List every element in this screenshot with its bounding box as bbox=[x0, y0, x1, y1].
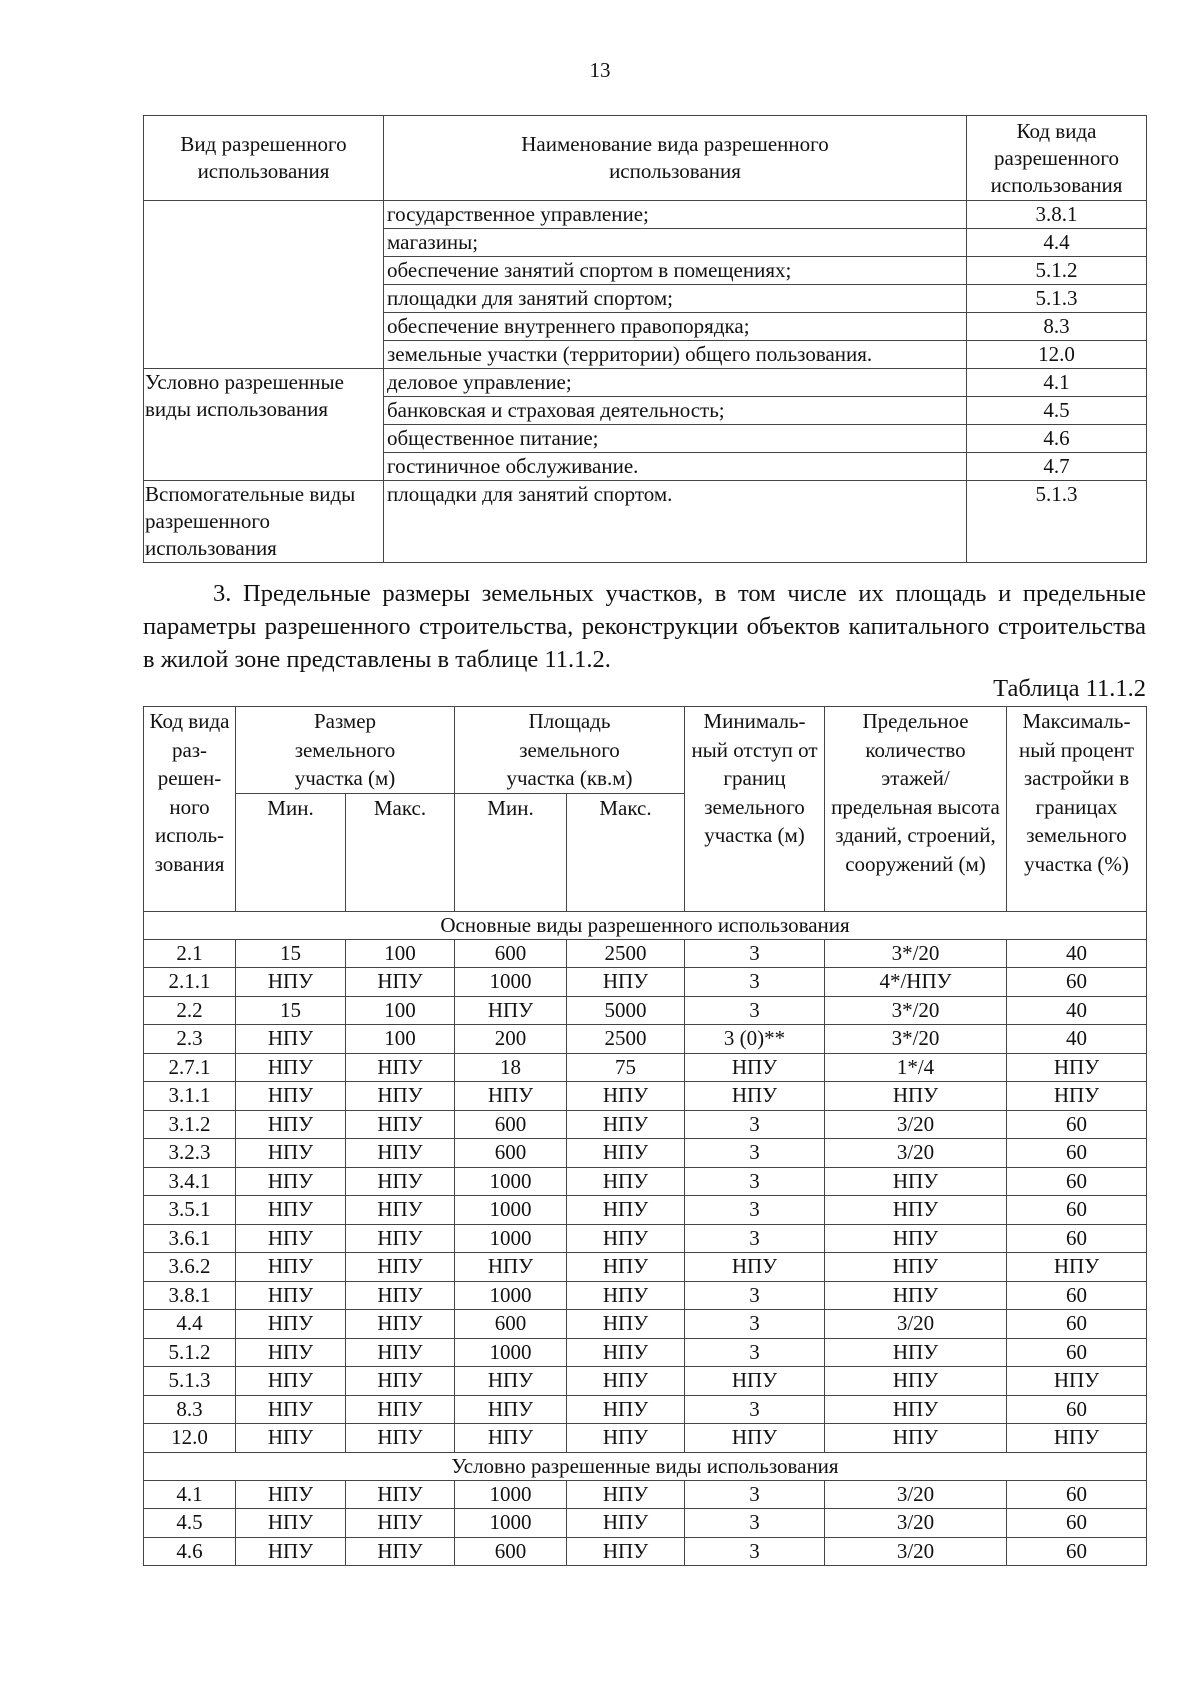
cell-coverage: 60 bbox=[1007, 1281, 1147, 1310]
cell-floors: 1*/4 bbox=[825, 1053, 1007, 1082]
table-row bbox=[144, 1025, 1147, 1054]
cell-size-min: НПУ bbox=[236, 1110, 346, 1139]
cell-size-min: НПУ bbox=[236, 1082, 346, 1111]
cell-area-min: 18 bbox=[455, 1053, 567, 1082]
cell-area-min: 1000 bbox=[455, 1167, 567, 1196]
use-group-label bbox=[144, 201, 384, 369]
table-row bbox=[144, 481, 1147, 563]
use-code: 5.1.3 bbox=[967, 481, 1147, 563]
use-name: обеспечение занятий спортом в помещениях; bbox=[384, 257, 967, 285]
header-size-min: Мин. bbox=[236, 793, 346, 911]
cell-area-max: НПУ bbox=[567, 1310, 685, 1339]
header-use-name: Наименование вида разрешенного использования bbox=[384, 116, 967, 201]
use-name: обеспечение внутреннего правопорядка; bbox=[384, 313, 967, 341]
cell-area-max: НПУ bbox=[567, 1395, 685, 1424]
cell-area-max: НПУ bbox=[567, 1082, 685, 1111]
cell-setback: 3 bbox=[685, 1110, 825, 1139]
cell-floors: НПУ bbox=[825, 1253, 1007, 1282]
cell-code: 3.1.2 bbox=[144, 1110, 236, 1139]
cell-area-min: 1000 bbox=[455, 1196, 567, 1225]
cell-code: 8.3 bbox=[144, 1395, 236, 1424]
cell-size-max: НПУ bbox=[346, 1196, 455, 1225]
use-group-label: Вспомогательные виды разрешенного использования bbox=[144, 481, 384, 563]
cell-area-max: НПУ bbox=[567, 1196, 685, 1225]
table-row bbox=[144, 968, 1147, 997]
cell-setback: НПУ bbox=[685, 1053, 825, 1082]
use-code: 8.3 bbox=[967, 313, 1147, 341]
cell-size-min: 15 bbox=[236, 996, 346, 1025]
cell-setback: 3 bbox=[685, 968, 825, 997]
cell-size-max: 100 bbox=[346, 939, 455, 968]
use-code: 4.7 bbox=[967, 453, 1147, 481]
header-max-coverage: Максималь-ный процент застройки в границах земельного участка (%) bbox=[1007, 707, 1147, 912]
cell-coverage: 40 bbox=[1007, 1025, 1147, 1054]
section-row bbox=[144, 911, 1147, 939]
cell-size-max: НПУ bbox=[346, 1253, 455, 1282]
header-code: Код вида раз-решен-ного исполь-зования bbox=[144, 707, 236, 912]
cell-floors: НПУ bbox=[825, 1424, 1007, 1453]
cell-coverage: 60 bbox=[1007, 1338, 1147, 1367]
cell-setback: 3 bbox=[685, 1310, 825, 1339]
cell-setback: НПУ bbox=[685, 1424, 825, 1453]
cell-floors: 4*/НПУ bbox=[825, 968, 1007, 997]
cell-floors: 3/20 bbox=[825, 1110, 1007, 1139]
header-use-code: Код вида разрешенного использования bbox=[967, 116, 1147, 201]
cell-area-max: 75 bbox=[567, 1053, 685, 1082]
cell-coverage: 60 bbox=[1007, 1139, 1147, 1168]
use-name: магазины; bbox=[384, 229, 967, 257]
header-area-min: Мин. bbox=[455, 793, 567, 911]
cell-code: 3.6.2 bbox=[144, 1253, 236, 1282]
cell-size-min: НПУ bbox=[236, 1509, 346, 1538]
cell-code: 3.4.1 bbox=[144, 1167, 236, 1196]
use-code: 3.8.1 bbox=[967, 201, 1147, 229]
cell-floors: 3*/20 bbox=[825, 996, 1007, 1025]
section-row bbox=[144, 1452, 1147, 1480]
cell-setback: 3 bbox=[685, 1224, 825, 1253]
cell-code: 3.2.3 bbox=[144, 1139, 236, 1168]
cell-size-min: 15 bbox=[236, 939, 346, 968]
cell-setback: 3 bbox=[685, 1537, 825, 1566]
cell-setback: 3 bbox=[685, 1509, 825, 1538]
use-code: 4.4 bbox=[967, 229, 1147, 257]
table-row bbox=[144, 1395, 1147, 1424]
use-name: банковская и страховая деятельность; bbox=[384, 397, 967, 425]
header-use-type: Вид разрешенного использования bbox=[144, 116, 384, 201]
cell-setback: 3 bbox=[685, 996, 825, 1025]
use-code: 4.6 bbox=[967, 425, 1147, 453]
use-code: 12.0 bbox=[967, 341, 1147, 369]
cell-setback: 3 bbox=[685, 1139, 825, 1168]
cell-size-max: НПУ bbox=[346, 1224, 455, 1253]
table-row bbox=[144, 1338, 1147, 1367]
cell-size-min: НПУ bbox=[236, 1395, 346, 1424]
cell-setback: 3 (0)** bbox=[685, 1025, 825, 1054]
cell-size-min: НПУ bbox=[236, 1167, 346, 1196]
cell-area-max: НПУ bbox=[567, 1139, 685, 1168]
use-name: государственное управление; bbox=[384, 201, 967, 229]
use-code: 4.5 bbox=[967, 397, 1147, 425]
header-max-floors: Предельное количество этажей/ предельная высота зданий, строений, сооружений (м) bbox=[825, 707, 1007, 912]
section-title: Основные виды разрешенного использования bbox=[144, 911, 1147, 939]
cell-area-min: 600 bbox=[455, 1139, 567, 1168]
cell-floors: 3*/20 bbox=[825, 939, 1007, 968]
cell-floors: НПУ bbox=[825, 1082, 1007, 1111]
cell-floors: 3/20 bbox=[825, 1139, 1007, 1168]
cell-area-min: НПУ bbox=[455, 1395, 567, 1424]
table-row bbox=[144, 1253, 1147, 1282]
cell-area-min: 600 bbox=[455, 1310, 567, 1339]
cell-code: 12.0 bbox=[144, 1424, 236, 1453]
cell-area-min: 600 bbox=[455, 1537, 567, 1566]
cell-size-min: НПУ bbox=[236, 968, 346, 997]
cell-code: 4.4 bbox=[144, 1310, 236, 1339]
table-caption: Таблица 11.1.2 bbox=[993, 675, 1146, 702]
limits-body bbox=[144, 911, 1147, 1566]
cell-size-min: НПУ bbox=[236, 1310, 346, 1339]
cell-size-min: НПУ bbox=[236, 1281, 346, 1310]
table-row bbox=[144, 1480, 1147, 1509]
table-row bbox=[144, 1053, 1147, 1082]
limits-table bbox=[143, 706, 1147, 1566]
cell-area-max: НПУ bbox=[567, 1110, 685, 1139]
cell-floors: НПУ bbox=[825, 1167, 1007, 1196]
cell-code: 3.5.1 bbox=[144, 1196, 236, 1225]
cell-area-min: 1000 bbox=[455, 1224, 567, 1253]
cell-area-max: НПУ bbox=[567, 1338, 685, 1367]
cell-coverage: 60 bbox=[1007, 1480, 1147, 1509]
cell-size-max: НПУ bbox=[346, 1480, 455, 1509]
cell-setback: 3 bbox=[685, 1167, 825, 1196]
table-row bbox=[144, 1224, 1147, 1253]
use-name: общественное питание; bbox=[384, 425, 967, 453]
cell-area-min: НПУ bbox=[455, 1082, 567, 1111]
cell-code: 3.8.1 bbox=[144, 1281, 236, 1310]
cell-coverage: НПУ bbox=[1007, 1424, 1147, 1453]
cell-size-min: НПУ bbox=[236, 1537, 346, 1566]
cell-floors: 3/20 bbox=[825, 1509, 1007, 1538]
cell-setback: НПУ bbox=[685, 1082, 825, 1111]
cell-coverage: 40 bbox=[1007, 939, 1147, 968]
use-name: гостиничное обслуживание. bbox=[384, 453, 967, 481]
cell-size-min: НПУ bbox=[236, 1139, 346, 1168]
table-row bbox=[144, 201, 1147, 229]
cell-code: 5.1.2 bbox=[144, 1338, 236, 1367]
cell-floors: 3/20 bbox=[825, 1480, 1007, 1509]
cell-code: 3.1.1 bbox=[144, 1082, 236, 1111]
cell-size-min: НПУ bbox=[236, 1367, 346, 1396]
table-row bbox=[144, 1082, 1147, 1111]
cell-coverage: НПУ bbox=[1007, 1253, 1147, 1282]
header-plot-size: Размер земельного участка (м) bbox=[236, 707, 455, 794]
cell-area-max: НПУ bbox=[567, 1424, 685, 1453]
cell-area-min: 1000 bbox=[455, 1338, 567, 1367]
table-row bbox=[144, 1509, 1147, 1538]
table-row bbox=[144, 369, 1147, 397]
cell-code: 4.6 bbox=[144, 1537, 236, 1566]
cell-size-max: НПУ bbox=[346, 1139, 455, 1168]
use-name: земельные участки (территории) общего пользования. bbox=[384, 341, 967, 369]
cell-size-min: НПУ bbox=[236, 1053, 346, 1082]
cell-area-max: НПУ bbox=[567, 1281, 685, 1310]
use-name: площадки для занятий спортом; bbox=[384, 285, 967, 313]
cell-area-min: НПУ bbox=[455, 1424, 567, 1453]
cell-size-min: НПУ bbox=[236, 1338, 346, 1367]
table-row bbox=[144, 996, 1147, 1025]
cell-size-max: НПУ bbox=[346, 1082, 455, 1111]
cell-floors: НПУ bbox=[825, 1224, 1007, 1253]
use-code: 5.1.2 bbox=[967, 257, 1147, 285]
cell-floors: НПУ bbox=[825, 1196, 1007, 1225]
table-row bbox=[144, 1110, 1147, 1139]
cell-floors: 3/20 bbox=[825, 1310, 1007, 1339]
table-row bbox=[144, 1310, 1147, 1339]
use-group-label: Условно разрешенные виды использования bbox=[144, 369, 384, 481]
cell-size-max: НПУ bbox=[346, 968, 455, 997]
cell-size-min: НПУ bbox=[236, 1253, 346, 1282]
cell-area-max: 5000 bbox=[567, 996, 685, 1025]
header-size-max: Макс. bbox=[346, 793, 455, 911]
cell-area-max: 2500 bbox=[567, 1025, 685, 1054]
header-area-max: Макс. bbox=[567, 793, 685, 911]
cell-coverage: НПУ bbox=[1007, 1082, 1147, 1111]
cell-area-min: 600 bbox=[455, 1110, 567, 1139]
cell-coverage: 60 bbox=[1007, 1167, 1147, 1196]
cell-code: 3.6.1 bbox=[144, 1224, 236, 1253]
header-min-setback: Минималь-ный отступ от границ земельного участка (м) bbox=[685, 707, 825, 912]
cell-code: 4.1 bbox=[144, 1480, 236, 1509]
cell-size-max: НПУ bbox=[346, 1424, 455, 1453]
cell-size-max: НПУ bbox=[346, 1310, 455, 1339]
cell-coverage: НПУ bbox=[1007, 1367, 1147, 1396]
cell-area-min: НПУ bbox=[455, 1253, 567, 1282]
cell-area-min: 1000 bbox=[455, 1281, 567, 1310]
permitted-use-table bbox=[143, 115, 1147, 563]
table-row bbox=[144, 1424, 1147, 1453]
cell-code: 2.2 bbox=[144, 996, 236, 1025]
section-title: Условно разрешенные виды использования bbox=[144, 1452, 1147, 1480]
cell-size-max: НПУ bbox=[346, 1395, 455, 1424]
cell-code: 5.1.3 bbox=[144, 1367, 236, 1396]
table-row bbox=[144, 939, 1147, 968]
cell-code: 4.5 bbox=[144, 1509, 236, 1538]
cell-size-min: НПУ bbox=[236, 1480, 346, 1509]
cell-area-max: НПУ bbox=[567, 1253, 685, 1282]
cell-size-max: НПУ bbox=[346, 1509, 455, 1538]
cell-setback: НПУ bbox=[685, 1253, 825, 1282]
table-row bbox=[144, 1537, 1147, 1566]
table-row bbox=[144, 1196, 1147, 1225]
cell-setback: 3 bbox=[685, 1196, 825, 1225]
cell-coverage: НПУ bbox=[1007, 1053, 1147, 1082]
cell-floors: 3/20 bbox=[825, 1537, 1007, 1566]
cell-setback: НПУ bbox=[685, 1367, 825, 1396]
cell-coverage: 60 bbox=[1007, 1509, 1147, 1538]
cell-area-min: 600 bbox=[455, 939, 567, 968]
cell-area-min: 1000 bbox=[455, 1480, 567, 1509]
cell-area-min: 1000 bbox=[455, 968, 567, 997]
cell-floors: 3*/20 bbox=[825, 1025, 1007, 1054]
table-row bbox=[144, 1281, 1147, 1310]
cell-setback: 3 bbox=[685, 1281, 825, 1310]
cell-code: 2.1.1 bbox=[144, 968, 236, 997]
cell-size-max: НПУ bbox=[346, 1338, 455, 1367]
cell-area-max: НПУ bbox=[567, 1537, 685, 1566]
use-name: деловое управление; bbox=[384, 369, 967, 397]
cell-code: 2.7.1 bbox=[144, 1053, 236, 1082]
cell-size-max: НПУ bbox=[346, 1367, 455, 1396]
cell-area-max: НПУ bbox=[567, 1224, 685, 1253]
use-code: 5.1.3 bbox=[967, 285, 1147, 313]
cell-area-max: 2500 bbox=[567, 939, 685, 968]
cell-size-min: НПУ bbox=[236, 1025, 346, 1054]
cell-coverage: 60 bbox=[1007, 1224, 1147, 1253]
cell-setback: 3 bbox=[685, 1338, 825, 1367]
use-name: площадки для занятий спортом. bbox=[384, 481, 967, 563]
cell-coverage: 60 bbox=[1007, 968, 1147, 997]
cell-floors: НПУ bbox=[825, 1395, 1007, 1424]
cell-floors: НПУ bbox=[825, 1367, 1007, 1396]
cell-area-max: НПУ bbox=[567, 1509, 685, 1538]
cell-coverage: 60 bbox=[1007, 1110, 1147, 1139]
cell-area-min: 1000 bbox=[455, 1509, 567, 1538]
cell-area-max: НПУ bbox=[567, 1367, 685, 1396]
paragraph-3: 3. Предельные размеры земельных участков, в том числе их площадь и предельные параметры разрешенного строительства, реконструкции объектов капитального строительства в жилой зоне представлены в таблице 11.1.2. bbox=[143, 580, 1146, 673]
cell-size-max: 100 bbox=[346, 996, 455, 1025]
cell-setback: 3 bbox=[685, 1395, 825, 1424]
cell-area-min: НПУ bbox=[455, 996, 567, 1025]
cell-code: 2.1 bbox=[144, 939, 236, 968]
table-row bbox=[144, 1139, 1147, 1168]
cell-size-max: НПУ bbox=[346, 1053, 455, 1082]
page-number: 13 bbox=[589, 58, 611, 82]
cell-coverage: 60 bbox=[1007, 1310, 1147, 1339]
cell-size-min: НПУ bbox=[236, 1424, 346, 1453]
cell-floors: НПУ bbox=[825, 1281, 1007, 1310]
cell-coverage: 60 bbox=[1007, 1537, 1147, 1566]
cell-floors: НПУ bbox=[825, 1338, 1007, 1367]
cell-setback: 3 bbox=[685, 939, 825, 968]
table-row bbox=[144, 1367, 1147, 1396]
header-plot-area: Площадь земельного участка (кв.м) bbox=[455, 707, 685, 794]
cell-size-max: НПУ bbox=[346, 1167, 455, 1196]
cell-area-min: 200 bbox=[455, 1025, 567, 1054]
cell-size-max: 100 bbox=[346, 1025, 455, 1054]
cell-area-min: НПУ bbox=[455, 1367, 567, 1396]
cell-coverage: 40 bbox=[1007, 996, 1147, 1025]
use-code: 4.1 bbox=[967, 369, 1147, 397]
table-row bbox=[144, 1167, 1147, 1196]
cell-setback: 3 bbox=[685, 1480, 825, 1509]
cell-size-max: НПУ bbox=[346, 1537, 455, 1566]
cell-area-max: НПУ bbox=[567, 1480, 685, 1509]
cell-coverage: 60 bbox=[1007, 1196, 1147, 1225]
permitted-use-body bbox=[144, 201, 1147, 563]
cell-size-min: НПУ bbox=[236, 1224, 346, 1253]
cell-coverage: 60 bbox=[1007, 1395, 1147, 1424]
cell-size-min: НПУ bbox=[236, 1196, 346, 1225]
cell-area-max: НПУ bbox=[567, 968, 685, 997]
cell-size-max: НПУ bbox=[346, 1281, 455, 1310]
cell-code: 2.3 bbox=[144, 1025, 236, 1054]
cell-area-max: НПУ bbox=[567, 1167, 685, 1196]
cell-size-max: НПУ bbox=[346, 1110, 455, 1139]
